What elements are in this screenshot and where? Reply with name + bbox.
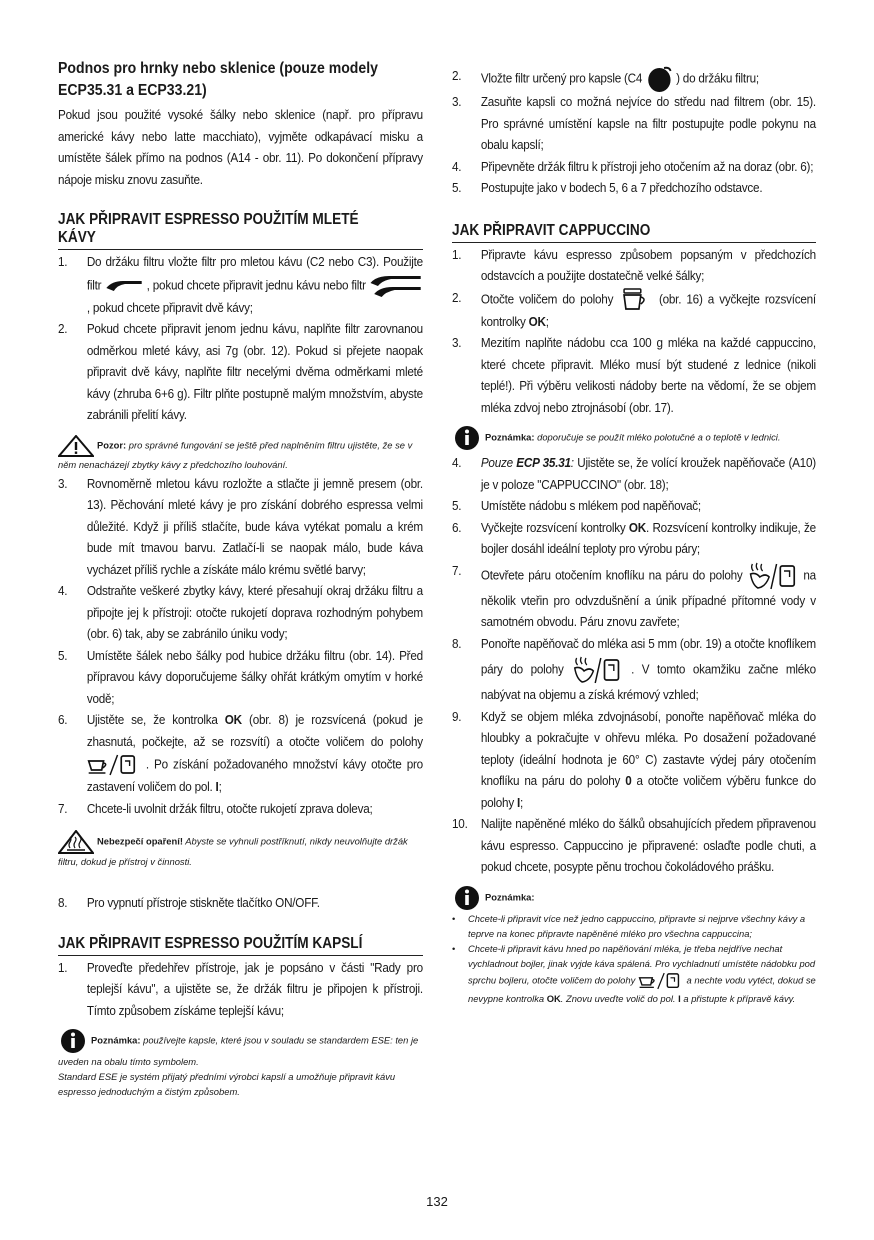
- list-item: 4. Odstraňte veškeré zbytky kávy, které přesahují okraj držáku filtru a připojte jej k přístroji: otočte rukojetí doprava rozhodným pohybem (obr. 6) tak, aby se zabránilo úniku vody;: [58, 584, 423, 641]
- list-item: 3. Mezitím naplňte nádobu cca 100 g mléka na každé cappuccino, které chcete připravit. Mléko musí být studené z lednice (nikoli teplé!). Při výběru velikosti nádoby berte na vědomí, že se objem mléka zdvoj nebo ztrojnásobí (obr. 17).: [452, 336, 816, 415]
- list-item: 1. Do držáku filtru vložte filtr pro mletou kávu (C2 nebo C3). Použijte filtr , pokud chcete připravit jednu kávu nebo filtr , pokud chcete připravit dvě kávy;: [58, 255, 423, 315]
- ground-steps-continued: [58, 474, 423, 821]
- list-item: 4. Pouze ECP 35.31: Ujistěte se, že volící kroužek napěňovače (A10) je v poloze "CAPPUCCINO" (obr. 18);: [452, 456, 816, 492]
- cappuccino-heading: JAK PŘIPRAVIT CAPPUCCINO: [452, 222, 816, 243]
- list-item: 5. Umístěte šálek nebo šálky pod hubice držáku filtru (obr. 14). Před přípravou kávy doporučujeme šálky ohřát krátkým omytím v horké vodě;: [58, 648, 423, 706]
- capsule-espresso-heading: JAK PŘIPRAVIT ESPRESSO POUŽITÍM KAPSLÍ: [58, 935, 423, 956]
- list-item: • Chcete-li připravit více než jedno cappuccino, připravte si nejprve všechny kávy a teprve na konec připravte napěněné mléko pro všechna cappuccina;: [452, 912, 806, 939]
- cappuccino-note: Poznámka: • Chcete-li připravit více než jedno cappuccino, připravte si nejprve všechny kávy a teprve na konec připravte napěněné mléko pro všechna cappuccina; • Chcete-li připravit kávu hned po napěňování mléka, je třeba nejdříve nechat vychladnout bojler, jinak vyjde káva spálená. Pro vychladnutí umístěte nádobku pod sprchu bojleru, otočte voličem do polohy a nechte vodu vytéct, dokud se nevypne kontrolka OK. Znovu uveďte volič do pol. I a přistupte k přípravě kávy.: [452, 885, 816, 1006]
- cappuccino-steps-continued: [452, 453, 816, 879]
- danger-note: Nebezpečí opaření! Abyste se vyhnuli postříknutí, nikdy neuvolňujte držák filtru, dokud je přístroj v činnosti.: [58, 830, 423, 869]
- list-item: 1. Proveďte předehřev přístroje, jak je popsáno v části "Rady pro teplejší kávu", a ujistěte se, že držák filtru je připojen k přístroji. Tímto způsobem získáme teplejší kávu;: [58, 960, 423, 1018]
- ground-steps-final: [58, 893, 423, 915]
- capsule-note: Poznámka: používejte kapsle, které jsou v souladu se standardem ESE: ten je uveden na obalu tímto symbolem. Standard ESE je systém přijatý předními výrobci kapslí a umožňuje připravit kávu espresso jednoduchým a čistým způsobem.: [58, 1028, 423, 1099]
- list-item: 6. Ujistěte se, že kontrolka OK (obr. 8) je rozsvícená (pokud je zhasnutá, počkejte, až se rozsvítí) a otočte voličem do polohy . Po získání požadovaného množství kávy otočte pro zastavení voličem do pol. I;: [58, 713, 423, 794]
- warning-note: Pozor: pro správné fungování se ještě před naplněním filtru ujistěte, že se v něm nenacházejí zbytky kávy z předchozího louhování.: [58, 435, 423, 472]
- note-bullets: [452, 911, 816, 1006]
- left-column: [58, 58, 423, 1099]
- list-item: • Chcete-li připravit kávu hned po napěňování mléka, je třeba nejdříve nechat vychladnout bojler, jinak vyjde káva spálená. Pro vychladnutí umístěte nádobku pod sprchu bojleru, otočte voličem do polohy a nechte vodu vytéct, dokud se nevypne kontrolka OK. Znovu uveďte volič do pol. I a přistupte k přípravě kávy.: [452, 942, 816, 1004]
- coffee-selector-icon: [87, 753, 141, 777]
- list-item: 9. Když se objem mléka zdvojnásobí, ponořte napěňovač mléka do hloubky a pokračujte v ohřevu mléka. Po dosažení požadované teploty (ideální hodnota je 60° C) zastavte výdej páry otočením knoflíku na páru do polohy 0 a otočte voličem výběru funkce do polohy I;: [452, 709, 816, 810]
- list-item: 2. Otočte voličem do polohy (obr. 16) a vyčkejte rozsvícení kontrolky OK;: [452, 288, 816, 334]
- list-item: 2. Pokud chcete připravit jenom jednu kávu, naplňte filtr zarovnanou odměrkou mleté kávy, asi 7g (obr. 12). Pokud si přejete naopak připravit dvě kávy, naplňte filtr necelými dvěma odměrkami mleté kávy (zhruba 6+6 g). Filtr plňte postupně malým množstvím, abyste zabránili přelití kávy.: [58, 322, 423, 422]
- list-item: 5. Postupujte jako v bodech 5, 6 a 7 předchozího odstavce.: [452, 181, 763, 195]
- single-filter-icon: [104, 279, 143, 293]
- milk-note: Poznámka: doporučuje se použít mléko polotučné a o teplotě v lednici.: [452, 425, 816, 451]
- tray-text: Pokud jsou použité vysoké šálky nebo sklenice (např. pro přípravu americké kávy nebo latte macchiato), vyjměte odkapávací misku a umístěte šálek přímo na podnos (A14 - obr. 11). Po dokončení přípravy nápoje misku znovu zasuňte.: [58, 108, 423, 187]
- right-column: [452, 58, 816, 1006]
- list-item: 10. Nalijte napěněné mléko do šálků obsahujících předem připravenou kávu espresso. Cappuccino je připravené: oslaďte podle chuti, a pokud chcete, posypte pěnu trochou čokoládového prášku.: [452, 817, 816, 874]
- list-item: 5. Umístěte nádobu s mlékem pod napěňovač;: [452, 499, 701, 513]
- double-filter-icon: [369, 274, 423, 298]
- capsule-filter-icon: [645, 66, 673, 92]
- ground-steps: [58, 252, 423, 427]
- list-item: 4. Připevněte držák filtru k přístroji jeho otočením až na doraz (obr. 6);: [452, 159, 814, 174]
- list-item: 8. Ponořte napěňovač do mléka asi 5 mm (obr. 19) a otočte knoflíkem páry do polohy . V tomto okamžiku začne mléko nabývat na objemu a získá krémový vzhled;: [452, 636, 816, 702]
- list-item: 8. Pro vypnutí přístroje stiskněte tlačítko ON/OFF.: [58, 896, 320, 910]
- page-number: 132: [426, 1194, 448, 1209]
- capsule-steps: [58, 958, 423, 1023]
- list-item: 3. Rovnoměrně mletou kávu rozložte a stlačte ji jemně presem (obr. 13). Pěchování mleté kávy je pro získání dobrého espressa velmi důležité. Když ji příliš stlačíte, bude káva vytékat pomalu a krém bude mít tmavou barvu. Zatlačí-li se naopak málo, bude káva vycházet příliš rychle a získáte málo krému světlé barvy;: [58, 476, 423, 577]
- steam-water-icon: [571, 655, 623, 685]
- tray-title: Podnos pro hrnky nebo sklenice (pouze modely ECP35.31 a ECP33.21): [58, 60, 378, 99]
- warning-icon: [58, 435, 94, 457]
- steam-position-icon: [618, 288, 653, 312]
- cappuccino-steps: [452, 245, 816, 420]
- hot-surface-icon: [58, 830, 94, 854]
- steam-water-icon: [747, 561, 799, 591]
- coffee-selector-icon: [638, 971, 684, 991]
- list-item: 7. Chcete-li uvolnit držák filtru, otočte rukojetí zprava doleva;: [58, 801, 373, 816]
- list-item: 6. Vyčkejte rozsvícení kontrolky OK. Rozsvícení kontrolky indikuje, že bojler dosáhl ideální teploty pro výrobu páry;: [452, 520, 816, 556]
- info-icon: [58, 1028, 88, 1054]
- list-item: 1. Připravte kávu espresso způsobem popsaným v předchozích odstavcích a použijte dostatečně velké šálky;: [452, 247, 816, 283]
- info-icon: [452, 885, 482, 911]
- list-item: 2. Vložte filtr určený pro kapsle (C4 ) do držáku filtru;: [452, 66, 816, 92]
- info-icon: [452, 425, 482, 451]
- list-item: 7. Otevřete páru otočením knoflíku na páru do polohy na několik vteřin pro odvzdušnění a únik případné přítomné vody v samotném obvodu. Páru znovu zavřete;: [452, 561, 816, 634]
- capsule-steps-continued: [452, 66, 816, 200]
- list-item: 3. Zasuňte kapsli co možná nejvíce do středu nad filtrem (obr. 15). Pro správné umístění kapsle na filtr postupujte podle pokynu na obalu kapslí;: [452, 95, 816, 152]
- ground-espresso-heading: JAK PŘIPRAVIT ESPRESSO POUŽITÍM MLETÉ KÁVY: [58, 211, 423, 250]
